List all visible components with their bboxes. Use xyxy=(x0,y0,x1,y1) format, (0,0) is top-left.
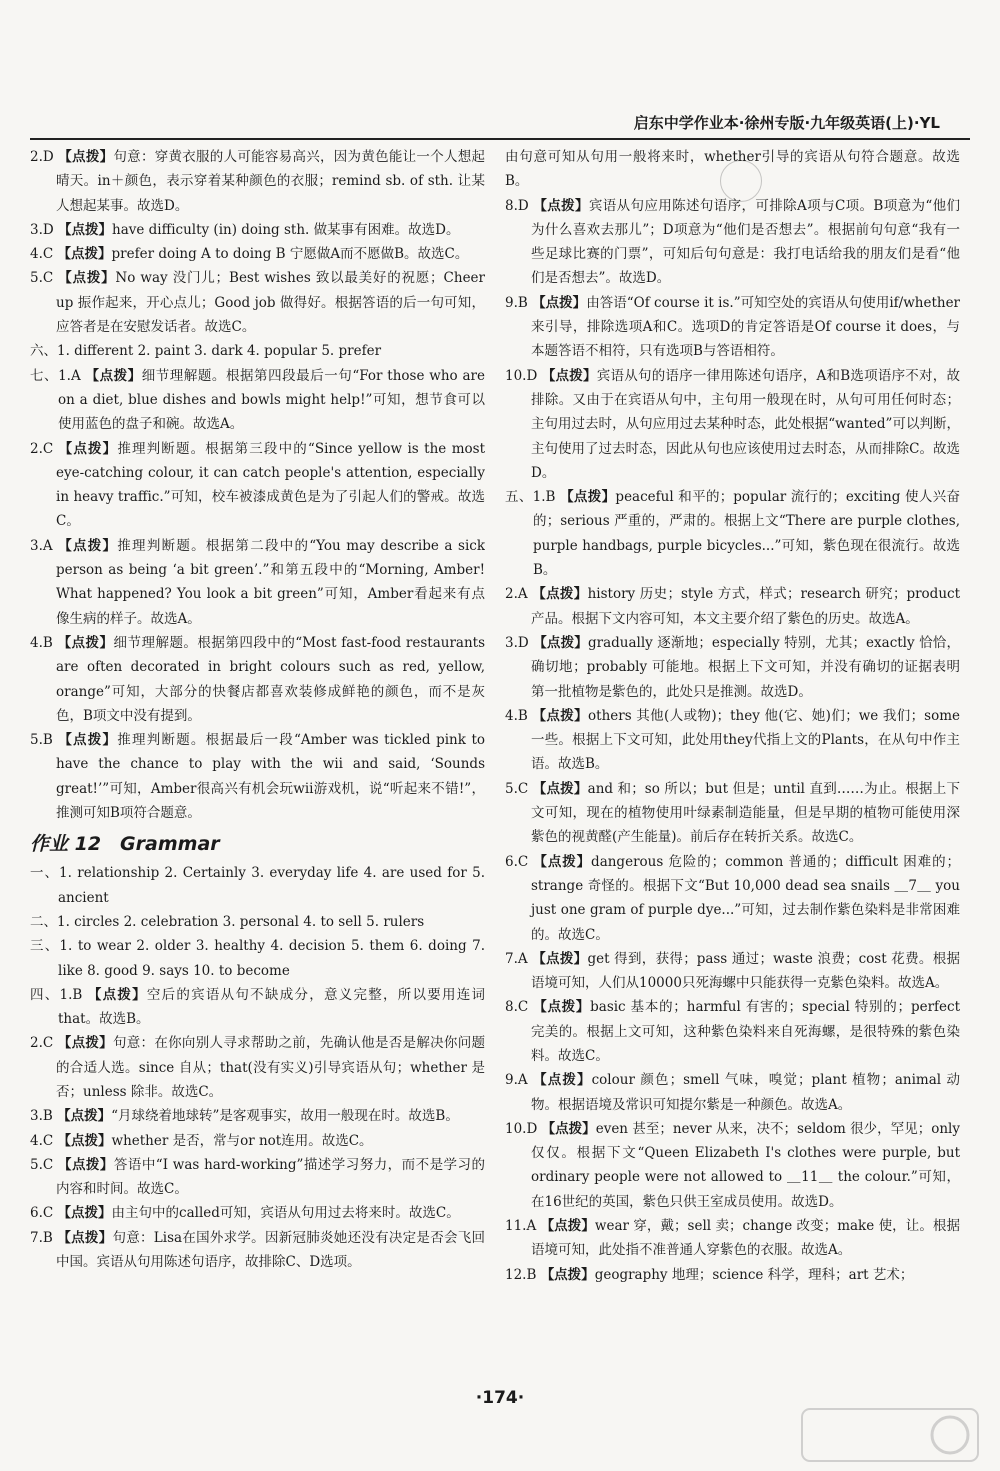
answer-number: 10.D xyxy=(505,367,542,384)
page-number: ·174· xyxy=(475,1388,525,1408)
answer-item xyxy=(505,145,960,194)
answer-text: basic 基本的；harmful 有害的；special 特别的；perfect 完美的。根据上文可知，这种紫色染料来自死海螺，是很特殊的紫色染料。故选C。 xyxy=(531,999,960,1064)
answer-item xyxy=(505,1263,960,1287)
hint-tag: 【点拨】 xyxy=(57,246,112,263)
answer-number: 8.D xyxy=(505,197,534,214)
answer-number: 3.D xyxy=(30,221,58,238)
hint-tag: 【点拨】 xyxy=(58,732,118,749)
hint-tag: 【点拨】 xyxy=(57,634,114,651)
answer-item xyxy=(30,437,485,534)
watermark-logo-icon xyxy=(800,1405,980,1465)
answer-item xyxy=(30,1031,485,1104)
answer-number: 三、1. xyxy=(30,938,78,955)
answer-text: 空后的宾语从句不缺成分，意义完整，所以要用连词that。故选B。 xyxy=(58,986,485,1028)
answer-number: 2.A xyxy=(505,586,533,603)
hint-tag: 【点拨】 xyxy=(85,367,142,384)
answer-text: 推理判断题。根据第二段中的“You may describe a sick person as being ‘a bit green’.”和第五段中的“Morning, Amber! What happened? You look a bit green”可知，Amber看起来有点像生病的样子。故选A。 xyxy=(56,537,485,627)
hint-tag: 【点拨】 xyxy=(560,489,616,506)
answer-number: 七、1.A xyxy=(30,367,86,384)
answer-number: 五、1.B xyxy=(505,489,561,506)
answer-number: 2.C xyxy=(30,440,59,457)
hint-tag: 【点拨】 xyxy=(532,707,589,724)
answer-number: 11.A xyxy=(505,1218,541,1235)
answer-text: dangerous 危险的；common 普通的；difficult 困难的；strange 奇怪的。根据下文“But 10,000 dead sea snails ＿7＿ you just one gram of purple dye...”可知，过去制作紫色染料是非常困难的。故选C。 xyxy=(531,853,960,943)
answer-text: to wear 2. older 3. healthy 4. decision 5. them 6. doing 7. like 8. good 9. says 10. to become xyxy=(58,938,485,979)
answer-item xyxy=(505,194,960,291)
answer-item xyxy=(30,728,485,825)
answer-item xyxy=(30,339,485,363)
hint-tag: 【点拨】 xyxy=(58,149,114,165)
answer-number: 9.A xyxy=(505,1072,534,1089)
answer-text: 细节理解题。根据第四段最后一句“For those who are on a diet, blue dishes and bowls might help!”可知，想节食可以使用蓝色的盘子和碗。故选A。 xyxy=(58,367,485,433)
answer-item xyxy=(30,534,485,631)
answer-number: 6.C xyxy=(505,853,534,870)
answer-item xyxy=(30,910,485,934)
hint-tag: 【点拨】 xyxy=(532,586,588,603)
answer-item xyxy=(505,1117,960,1214)
answer-number: 2.C xyxy=(30,1035,58,1052)
answer-text: 由答语“Of course it is.”可知空处的宾语从句使用if/whether来引导，排除选项A和C。选项D的肯定答语是Of course it does，与本题答语不相符，只有选项B与答语相符。 xyxy=(531,294,960,360)
answer-text: 宾语从句应用陈述句语序，可排除A项与C项。B项意为“他们为什么喜欢去那儿”；D项意为“他们是否想去”。根据前句句意“我有一些足球比赛的门票”，可知后句句意是：我打电话给我的朋友们是看“他们是否想去”。故选D。 xyxy=(531,197,960,287)
hint-tag: 【点拨】 xyxy=(532,780,588,797)
answer-text: 句意：穿黄衣服的人可能容易高兴，因为黄色能让一个人想起晴天。in＋颜色，表示穿着某种颜色的衣服；remind sb. of sth. 让某人想起某事。故选D。 xyxy=(56,149,485,214)
answer-number: 5.B xyxy=(30,732,59,749)
section-title: 作业 12 Grammar xyxy=(30,833,220,856)
answer-item xyxy=(30,266,485,339)
answer-text: wear 穿，戴；sell 卖；change 改变；make 使，让。根据语境可知，此处指不准普通人穿紫色的衣服。故选A。 xyxy=(531,1218,960,1259)
answer-text: 细节理解题。根据第四段中的“Most fast-food restaurants are often decorated in bright colours such as red, yellow, orange”可知，大部分的快餐店都喜欢装修成鲜艳的颜色，而不是灰色，B项文中没有提到。 xyxy=(56,634,485,724)
answer-item xyxy=(30,1153,485,1202)
answer-text: circles 2. celebration 3. personal 4. to sell 5. rulers xyxy=(74,913,425,930)
hint-tag: 【点拨】 xyxy=(540,1218,595,1235)
answer-number: 8.C xyxy=(505,999,534,1016)
hint-tag: 【点拨】 xyxy=(57,1132,112,1149)
answer-item xyxy=(30,145,485,218)
answer-item xyxy=(505,485,960,582)
answer-number: 12.B xyxy=(505,1266,541,1283)
answer-item xyxy=(505,995,960,1068)
answer-item xyxy=(30,631,485,728)
answer-text: 推理判断题。根据最后一段“Amber was tickled pink to have the chance to play with the wii and said, ‘Sounds great!’”可知，Amber很高兴有机会玩wii游戏机，说“听起来不错!”，推测可知B项符合题意。 xyxy=(56,732,485,822)
hint-tag: 【点拨】 xyxy=(540,1266,595,1283)
answer-number: 4.C xyxy=(30,1132,58,1149)
answers-section-3 xyxy=(505,145,960,1287)
answer-text: 推理判断题。根据第三段中的“Since yellow is the most eye-catching colour, it can catch people's attention, especially in heavy traffic.”可知，校车被漆成黄色是为了引起人们的警戒。故选C。 xyxy=(56,440,485,530)
answer-text: get 得到，获得；pass 通过；waste 浪费；cost 花费。根据语境可知，人们从10000只死海螺中只能获得一克紫色染料。故选A。 xyxy=(531,950,960,992)
answers-section-2 xyxy=(30,861,485,1274)
hint-tag: 【点拨】 xyxy=(58,221,112,238)
answer-number: 3.B xyxy=(30,1108,58,1125)
answer-number: 六、1. xyxy=(30,343,75,360)
answer-number: 二、1. xyxy=(30,913,75,930)
answer-item xyxy=(505,704,960,777)
answer-item xyxy=(505,364,960,485)
answer-text: geography 地理；science 科学，理科；art 艺术； xyxy=(594,1266,914,1283)
hint-tag: 【点拨】 xyxy=(57,1205,112,1222)
answer-item xyxy=(30,1201,485,1225)
hint-tag: 【点拨】 xyxy=(57,1035,113,1052)
answer-number: 2.D xyxy=(30,149,59,165)
answer-item xyxy=(505,947,960,996)
answer-number: 5.C xyxy=(30,270,59,287)
answer-number: 4.B xyxy=(30,634,58,651)
answer-number: 一、1. xyxy=(30,865,78,882)
hint-tag: 【点拨】 xyxy=(533,999,591,1016)
answer-item xyxy=(30,218,485,242)
answer-text: 答语中“I was hard-working”描述学习努力，而不是学习的内容和时间。故选C。 xyxy=(56,1156,485,1198)
answer-item xyxy=(30,1226,485,1275)
answer-number: 四、1.B xyxy=(30,986,88,1003)
header-title: 启东中学作业本·徐州专版·九年级英语(上)·YL xyxy=(633,114,940,132)
answer-item xyxy=(505,777,960,850)
answer-item xyxy=(30,242,485,266)
answer-text: 句意：Lisa在国外求学。因新冠肺炎她还没有决定是否会飞回中国。宾语从句用陈述句语序，故排除C、D选项。 xyxy=(56,1229,485,1271)
answer-text: others 其他(人或物)；they 他(它、她)们；we 我们；some 一些。根据上下文可知，此处用they代指上文的Plants，在从句中作主语。故选B。 xyxy=(531,707,960,773)
answer-item xyxy=(505,1068,960,1117)
answer-text: No way 没门儿；Best wishes 致以最美好的祝愿；Cheer up 振作起来，开心点儿；Good job 做得好。根据答语的后一句可知，应答者是在安慰发话者。故选C。 xyxy=(56,270,485,336)
answer-text: relationship 2. Certainly 3. everyday life 4. are used for 5. ancient xyxy=(58,865,485,906)
answer-text: history 历史；style 方式，样式；research 研究；product 产品。根据下文内容可知，本文主要介绍了紫色的历史。故选A。 xyxy=(531,586,960,627)
answer-text: different 2. paint 3. dark 4. popular 5. prefer xyxy=(74,343,382,360)
hint-tag: 【点拨】 xyxy=(541,367,597,384)
answer-item xyxy=(30,861,485,910)
hint-tag: 【点拨】 xyxy=(87,986,147,1003)
answer-number: 5.C xyxy=(505,780,533,797)
hint-tag: 【点拨】 xyxy=(533,197,589,214)
answer-number: 10.D xyxy=(505,1120,542,1137)
hint-tag: 【点拨】 xyxy=(533,634,588,651)
hint-tag: 【点拨】 xyxy=(532,294,587,311)
answer-item xyxy=(30,934,485,983)
answer-text: 句意：在你向别人寻求帮助之前，先确认他是否是解决你问题的合适人选。since 自从；that(没有实义)引导宾语从句；whether 是否；unless 除非。故选C。 xyxy=(56,1035,485,1100)
hint-tag: 【点拨】 xyxy=(58,440,118,457)
answer-text: 由句意可知从句用一般将来时，whether引导的宾语从句符合题意。故选B。 xyxy=(505,149,960,190)
left-column xyxy=(30,145,485,1375)
answer-number: 3.D xyxy=(505,634,534,651)
answer-text: 由主句中的called可知，宾语从句用过去将来时。故选C。 xyxy=(111,1205,460,1222)
answer-item xyxy=(30,983,485,1032)
answer-number: 7.B xyxy=(30,1229,58,1246)
right-column xyxy=(505,145,960,1375)
answer-item xyxy=(505,1214,960,1263)
answer-number: 3.A xyxy=(30,537,59,554)
hint-tag: 【点拨】 xyxy=(57,1156,114,1173)
answer-item xyxy=(30,364,485,437)
answer-number: 6.C xyxy=(30,1205,58,1222)
answer-number: 5.C xyxy=(30,1156,58,1173)
hint-tag: 【点拨】 xyxy=(58,270,116,287)
answer-item xyxy=(505,850,960,947)
answer-text: gradually 逐渐地；especially 特别，尤其；exactly 恰恰，确切地；probably 可能地。根据上下文可知，并没有确切的证据表明第一批植物是紫色的，此处只是推测。故选D。 xyxy=(531,634,960,700)
answer-number: 7.A xyxy=(505,950,533,967)
hint-tag: 【点拨】 xyxy=(57,1108,112,1125)
hint-tag: 【点拨】 xyxy=(532,950,588,967)
answer-text: 宾语从句的语序一律用陈述句语序，A和B选项语序不对，故排除。又由于在宾语从句中，主句用一般现在时，从句可用任何时态；主句用过去时，从句应用过去某种时态，此处根据“wanted”可以判断，主句使用了过去时态，因此从句也应该使用过去时态，从而排除C。故选D。 xyxy=(531,367,960,481)
answer-item xyxy=(505,631,960,704)
answer-text: whether 是否，常与or not连用。故选C。 xyxy=(111,1132,373,1149)
answer-text: colour 颜色；smell 气味，嗅觉；plant 植物；animal 动物。根据语境及常识可知提尔紫是一种颜色。故选A。 xyxy=(531,1072,960,1113)
answer-item xyxy=(30,1104,485,1128)
answer-number: 9.B xyxy=(505,294,533,311)
hint-tag: 【点拨】 xyxy=(533,853,592,870)
answer-text: have difficulty (in) doing sth. 做某事有困难。故选D。 xyxy=(112,221,460,238)
answers-section-1 xyxy=(30,145,485,825)
answer-item xyxy=(505,582,960,631)
answer-text: “月球绕着地球转”是客观事实，故用一般现在时。故选B。 xyxy=(111,1108,459,1125)
hint-tag: 【点拨】 xyxy=(541,1120,596,1137)
answer-number: 4.C xyxy=(30,246,58,263)
answer-text: and 和；so 所以；but 但是；until 直到……为止。根据上下文可知，现在的植物使用叶绿素制造能量，但是早期的植物可能使用深紫色的视黄醛(产生能量)。前后存在转折关系。故选C。 xyxy=(531,780,960,846)
hint-tag: 【点拨】 xyxy=(58,537,118,554)
answer-text: peaceful 和平的；popular 流行的；exciting 使人兴奋的；serious 严重的，严肃的。根据上文“There are purple clothes, purple handbags, purple bicycles...”可知，紫色现在很流行。故选B。 xyxy=(533,489,960,579)
answer-number: 4.B xyxy=(505,707,533,724)
answer-text: prefer doing A to doing B 宁愿做A而不愿做B。故选C。 xyxy=(111,246,469,263)
answer-item xyxy=(30,1129,485,1153)
page-header xyxy=(30,112,970,140)
hint-tag: 【点拨】 xyxy=(533,1072,592,1089)
answer-text: even 甚至；never 从来，决不；seldom 很少，罕见；only 仅仅。根据下文“Queen Elizabeth I's clothes were purple, but ordinary people were not allowed to ＿11＿ the colour.”可知，在16世纪的英国，紫色只供王室成员使用。故选D。 xyxy=(531,1120,960,1210)
hint-tag: 【点拨】 xyxy=(57,1229,113,1246)
answer-item xyxy=(505,291,960,364)
